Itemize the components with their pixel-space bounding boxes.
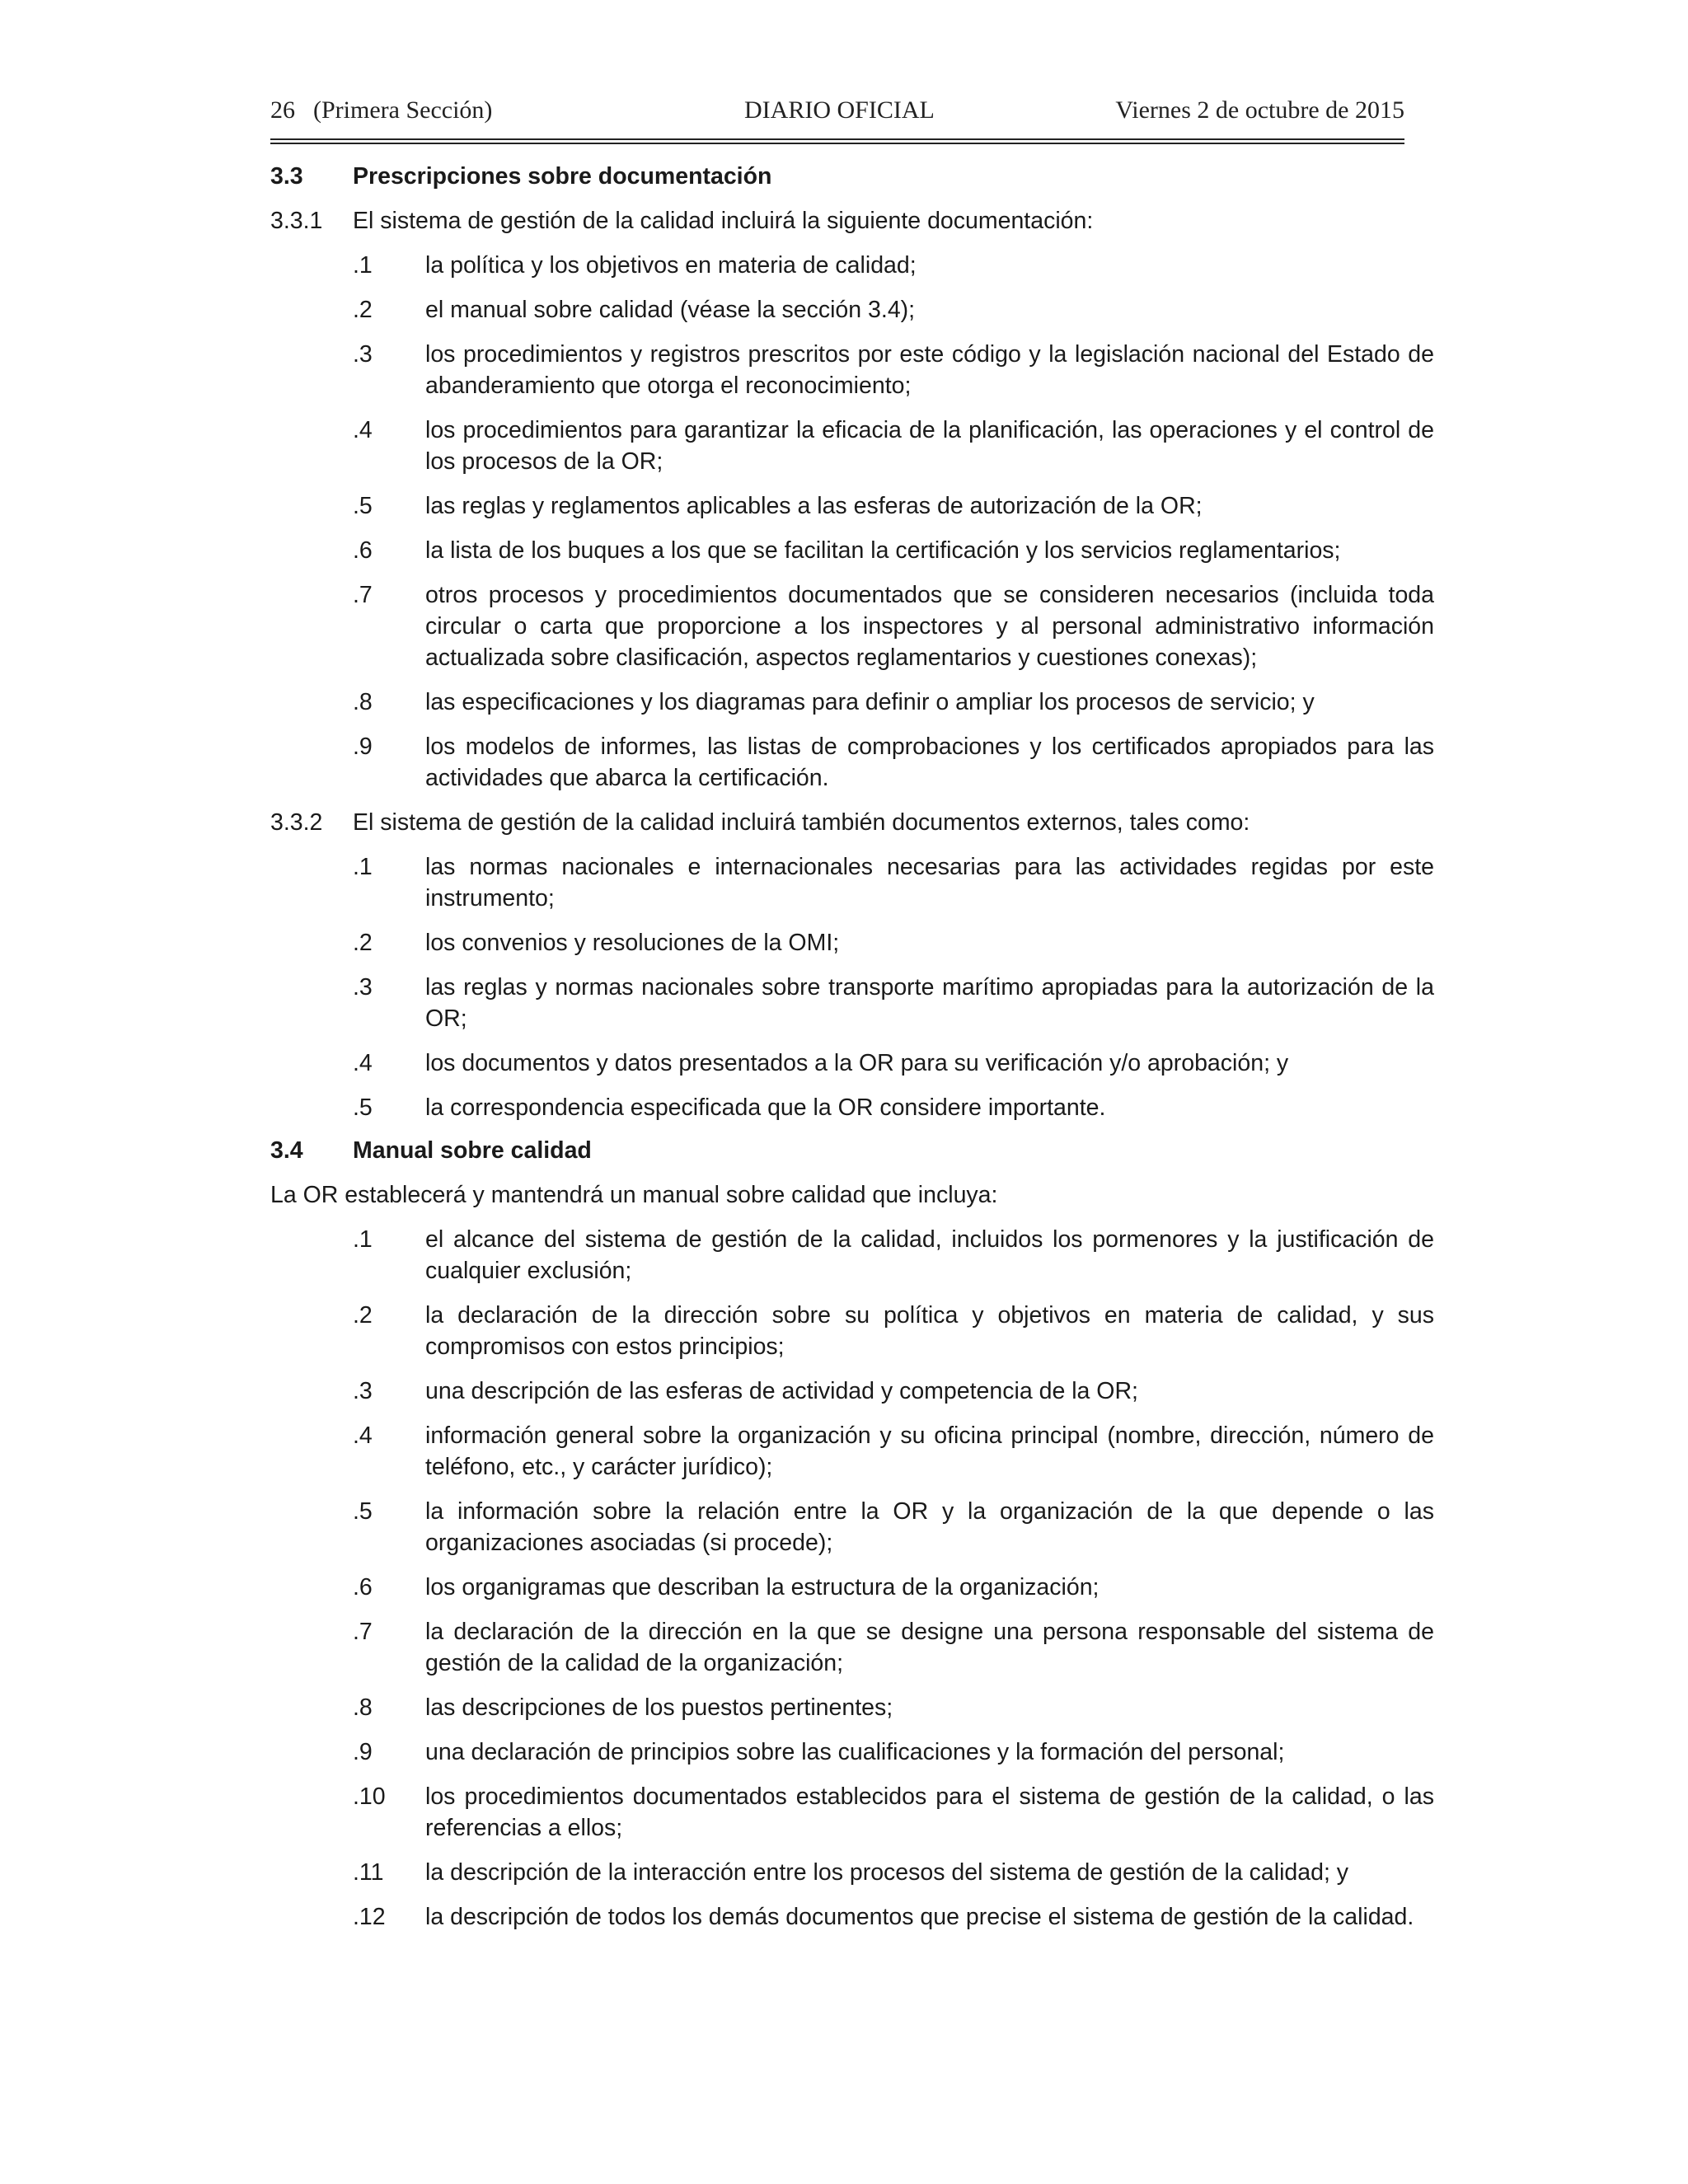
section-heading-3-3: [270, 161, 1434, 192]
item-marker: .8: [353, 689, 373, 715]
item-text: los procedimientos y registros prescritos por este código y la legislación nacional del Estado de abanderamiento que otorga el reconocimiento;: [425, 341, 1434, 399]
list-item: [353, 1376, 1434, 1407]
list-3-3-1: [353, 250, 1434, 794]
item-marker: .12: [353, 1904, 386, 1930]
item-marker: .9: [353, 1739, 373, 1765]
list-item: [353, 490, 1434, 522]
item-text: las reglas y reglamentos aplicables a las esferas de autorización de la OR;: [425, 493, 1203, 519]
item-text: los documentos y datos presentados a la OR para su verificación y/o aprobación; y: [425, 1050, 1289, 1076]
item-marker: .10: [353, 1783, 386, 1810]
list-item: [353, 1616, 1434, 1679]
item-text: la información sobre la relación entre la OR y la organización de la que depende o las organizaciones asociadas (si procede);: [425, 1498, 1434, 1556]
list-item: [353, 927, 1434, 958]
item-marker: .2: [353, 297, 373, 323]
item-marker: .4: [353, 1422, 373, 1449]
item-text: la descripción de la interacción entre los procesos del sistema de gestión de la calidad; y: [425, 1859, 1349, 1886]
item-marker: .2: [353, 1302, 373, 1329]
list-item: [353, 1901, 1434, 1933]
item-marker: .3: [353, 1378, 373, 1404]
list-item: [353, 1047, 1434, 1079]
publication-date: Viernes 2 de octubre de 2015: [1115, 96, 1404, 124]
item-marker: .1: [353, 854, 373, 880]
item-text: la declaración de la dirección en la que se designe una persona responsable del sistema de gestión de la calidad de la organización;: [425, 1619, 1434, 1676]
item-text: las descripciones de los puestos pertinentes;: [425, 1694, 893, 1721]
item-marker: .3: [353, 341, 373, 368]
item-marker: .5: [353, 1498, 373, 1525]
list-item: [353, 1857, 1434, 1888]
list-item: [353, 1496, 1434, 1558]
clause-text: El sistema de gestión de la calidad incluirá también documentos externos, tales como:: [353, 809, 1250, 836]
item-text: la política y los objetivos en materia de calidad;: [425, 252, 917, 279]
publication-title: DIARIO OFICIAL: [744, 96, 935, 124]
item-text: los procedimientos documentados establecidos para el sistema de gestión de la calidad, o las referencias a ellos;: [425, 1783, 1434, 1841]
header-rule-bottom: [270, 143, 1404, 144]
document-page: [270, 92, 1434, 1933]
item-text: las reglas y normas nacionales sobre transporte marítimo apropiadas para la autorización de la OR;: [425, 974, 1434, 1032]
section-title: Manual sobre calidad: [353, 1137, 592, 1164]
item-text: la lista de los buques a los que se facilitan la certificación y los servicios reglamentarios;: [425, 537, 1341, 564]
item-marker: .8: [353, 1694, 373, 1721]
page-number: 26: [270, 96, 295, 124]
list-item: [353, 1224, 1434, 1286]
header-section: (Primera Sección): [313, 96, 493, 124]
item-marker: .7: [353, 582, 373, 608]
item-marker: .4: [353, 1050, 373, 1076]
item-marker: .1: [353, 252, 373, 279]
section-intro: La OR establecerá y mantendrá un manual sobre calidad que incluya:: [270, 1182, 998, 1208]
list-item: [353, 415, 1434, 477]
list-item: [353, 972, 1434, 1034]
item-text: la correspondencia especificada que la OR considere importante.: [425, 1094, 1106, 1121]
section-title: Prescripciones sobre documentación: [353, 163, 772, 190]
item-text: una descripción de las esferas de actividad y competencia de la OR;: [425, 1378, 1138, 1404]
list-3-4: [353, 1224, 1434, 1933]
clause-3-3-1: [270, 205, 1434, 237]
list-item: [353, 339, 1434, 401]
list-item: [353, 294, 1434, 326]
list-item: [353, 579, 1434, 673]
section-number: 3.3: [270, 163, 303, 190]
item-text: el manual sobre calidad (véase la sección 3.4);: [425, 297, 916, 323]
item-marker: .4: [353, 417, 373, 443]
clause-number: 3.3.1: [270, 208, 323, 234]
header-left: [270, 92, 492, 129]
item-text: los organigramas que describan la estructura de la organización;: [425, 1574, 1100, 1601]
item-text: una declaración de principios sobre las cualificaciones y la formación del personal;: [425, 1739, 1285, 1765]
header-double-rule: [270, 138, 1404, 144]
list-item: [353, 1572, 1434, 1603]
item-text: otros procesos y procedimientos documentados que se consideren necesarios (incluida toda circular o carta que proporcione a los inspectores y al personal administrativo información actualizada sobre clasificación, aspectos reglamentarios y cuestiones conexas);: [425, 582, 1434, 671]
list-item: [353, 851, 1434, 914]
clause-3-3-2: [270, 807, 1434, 838]
section-number: 3.4: [270, 1137, 303, 1164]
item-marker: .6: [353, 1574, 373, 1601]
item-marker: .5: [353, 1094, 373, 1121]
item-marker: .7: [353, 1619, 373, 1645]
item-text: los convenios y resoluciones de la OMI;: [425, 930, 840, 956]
list-item: [353, 250, 1434, 281]
list-item: [353, 1736, 1434, 1768]
clause-text: El sistema de gestión de la calidad incluirá la siguiente documentación:: [353, 208, 1094, 234]
item-marker: .6: [353, 537, 373, 564]
document-body: [270, 161, 1434, 1933]
item-marker: .11: [353, 1859, 384, 1886]
list-item: [353, 731, 1434, 794]
list-item: [353, 1300, 1434, 1362]
list-item: [353, 1092, 1434, 1123]
item-marker: .3: [353, 974, 373, 1001]
item-marker: .5: [353, 493, 373, 519]
item-text: información general sobre la organización y su oficina principal (nombre, dirección, número de teléfono, etc., y carácter jurídico);: [425, 1422, 1434, 1480]
clause-number: 3.3.2: [270, 809, 323, 836]
header-rule-top: [270, 138, 1404, 140]
item-text: la descripción de todos los demás documentos que precise el sistema de gestión de la calidad.: [425, 1904, 1414, 1930]
section-heading-3-4: [270, 1135, 1434, 1166]
list-item: [353, 535, 1434, 566]
list-item: [353, 1692, 1434, 1723]
list-3-3-2: [353, 851, 1434, 1123]
item-text: la declaración de la dirección sobre su política y objetivos en materia de calidad, y sus compromisos con estos principios;: [425, 1302, 1434, 1360]
item-text: las especificaciones y los diagramas para definir o ampliar los procesos de servicio; y: [425, 689, 1315, 715]
list-item: [353, 1781, 1434, 1844]
list-item: [353, 687, 1434, 718]
item-text: los procedimientos para garantizar la eficacia de la planificación, las operaciones y el control de los procesos de la OR;: [425, 417, 1434, 475]
list-item: [353, 1420, 1434, 1483]
item-marker: .9: [353, 733, 373, 760]
item-marker: .2: [353, 930, 373, 956]
item-text: los modelos de informes, las listas de comprobaciones y los certificados apropiados para las actividades que abarca la certificación.: [425, 733, 1434, 791]
page-header: [270, 92, 1434, 129]
item-marker: .1: [353, 1226, 373, 1253]
item-text: el alcance del sistema de gestión de la calidad, incluidos los pormenores y la justificación de cualquier exclusión;: [425, 1226, 1434, 1284]
item-text: las normas nacionales e internacionales necesarias para las actividades regidas por este instrumento;: [425, 854, 1434, 912]
